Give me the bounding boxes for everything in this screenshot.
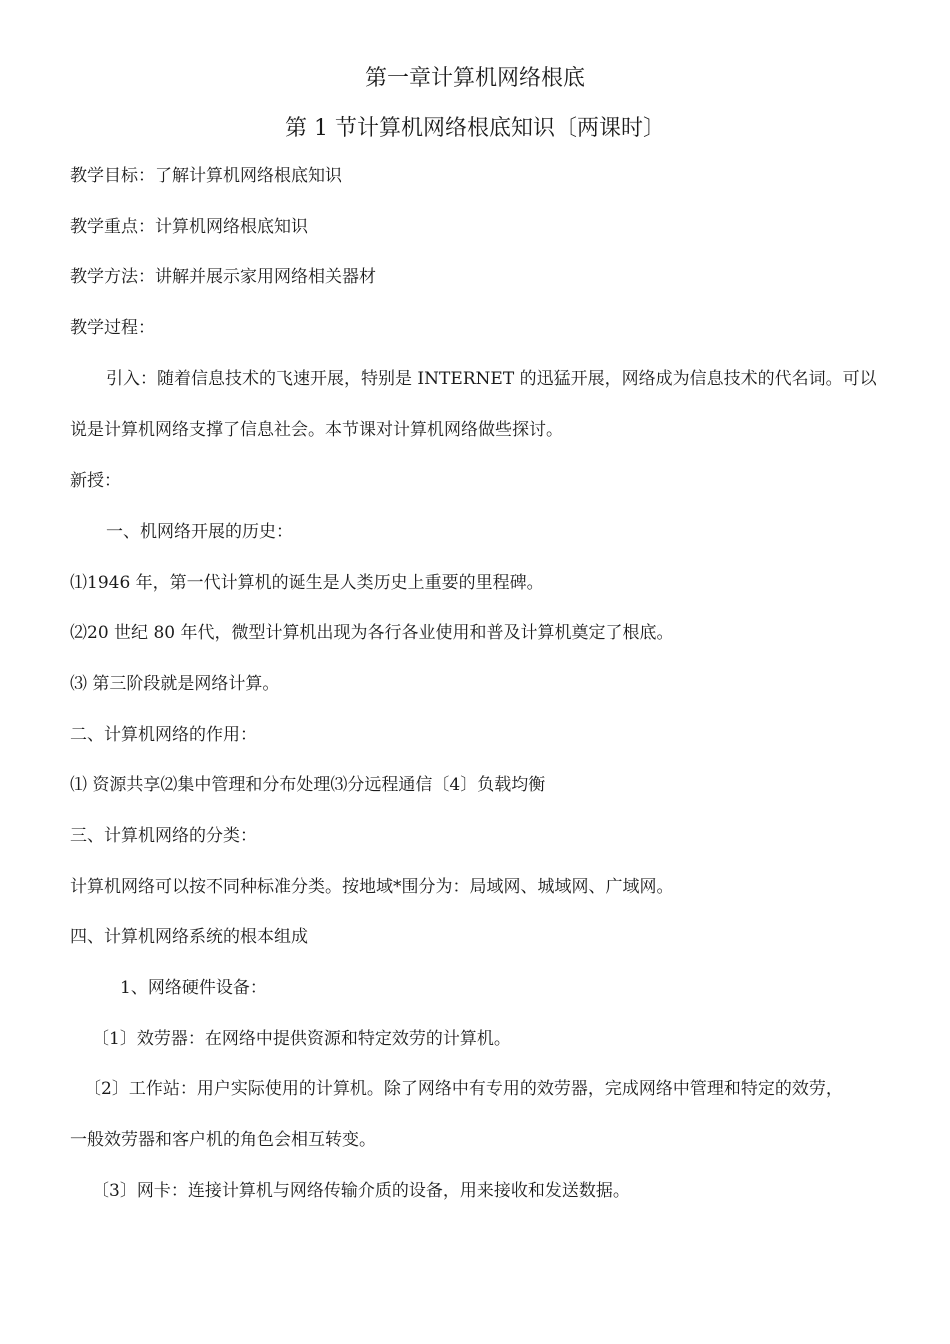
section-3-body: 计算机网络可以按不同种标准分类。按地域*围分为：局域网、城域网、广域网。 xyxy=(70,877,674,897)
teaching-method: 教学方法：讲解并展示家用网络相关器材 xyxy=(70,267,376,287)
intro-paragraph-line-1: 引入：随着信息技术的飞速开展，特别是 INTERNET 的迅猛开展，网络成为信息技术的代名词。可以 xyxy=(106,369,877,389)
section-title: 第 1 节计算机网络根底知识〔两课时〕 xyxy=(285,116,665,141)
section-1-item: ⑵20 世纪 80 年代，微型计算机出现为各行各业使用和普及计算机奠定了根底。 xyxy=(70,623,674,643)
section-4-heading: 四、计算机网络系统的根本组成 xyxy=(70,927,308,947)
section-1-item: ⑴1946 年，第一代计算机的诞生是人类历史上重要的里程碑。 xyxy=(70,573,544,593)
section-3-heading: 三、计算机网络的分类： xyxy=(70,826,257,846)
hardware-item-server: 〔1〕效劳器：在网络中提供资源和特定效劳的计算机。 xyxy=(92,1029,511,1049)
teaching-process-label: 教学过程： xyxy=(70,318,155,338)
hardware-item-workstation-line-1: 〔2〕工作站：用户实际使用的计算机。除了网络中有专用的效劳器，完成网络中管理和特定的效劳， xyxy=(84,1079,843,1099)
section-1-item: ⑶ 第三阶段就是网络计算。 xyxy=(70,674,280,694)
section-2-body: ⑴ 资源共享⑵集中管理和分布处理⑶分远程通信〔4〕负载均衡 xyxy=(70,775,546,795)
teaching-objective: 教学目标：了解计算机网络根底知识 xyxy=(70,166,342,186)
hardware-item-network-card: 〔3〕网卡：连接计算机与网络传输介质的设备，用来接收和发送数据。 xyxy=(92,1181,630,1201)
teaching-focus: 教学重点：计算机网络根底知识 xyxy=(70,217,308,237)
new-lesson-label: 新授： xyxy=(70,471,121,491)
section-1-heading: 一、机网络开展的历史： xyxy=(106,522,293,542)
section-4-subheading: 1、网络硬件设备： xyxy=(120,978,267,998)
hardware-item-workstation-line-2: 一般效劳器和客户机的角色会相互转变。 xyxy=(70,1130,376,1150)
intro-paragraph-line-2: 说是计算机网络支撑了信息社会。本节课对计算机网络做些探讨。 xyxy=(70,420,563,440)
section-2-heading: 二、计算机网络的作用： xyxy=(70,725,257,745)
chapter-title: 第一章计算机网络根底 xyxy=(364,66,585,91)
